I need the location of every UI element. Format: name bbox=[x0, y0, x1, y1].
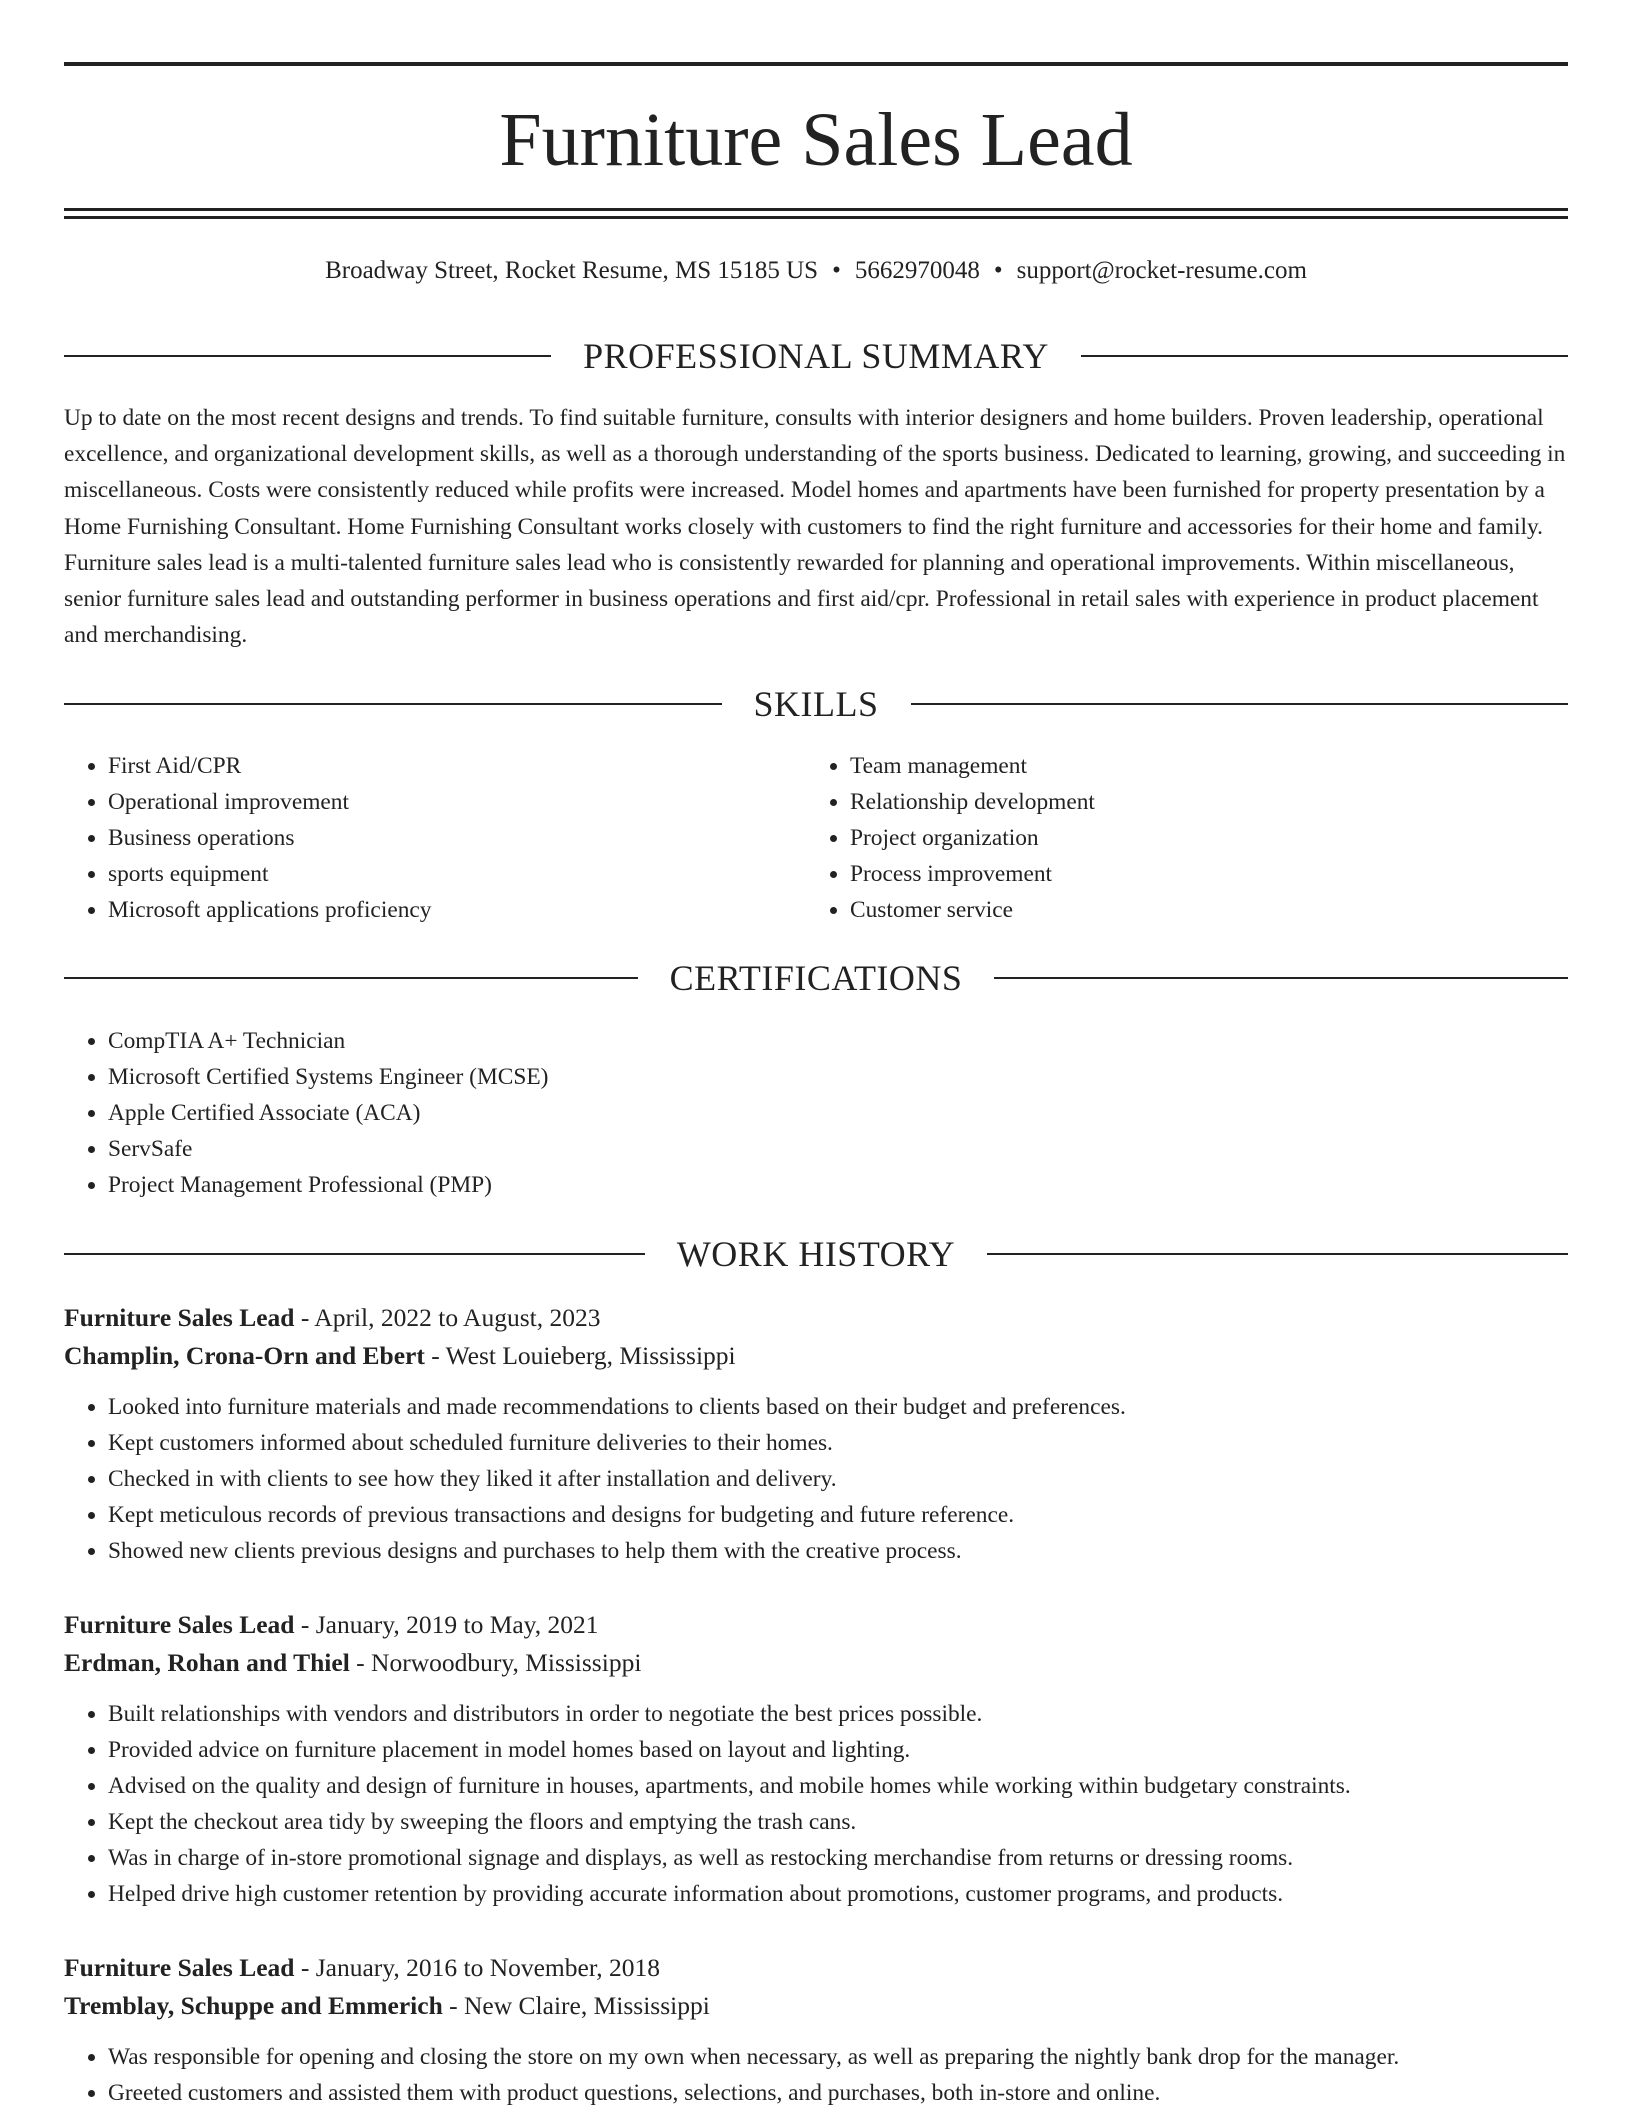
section-title-skills: SKILLS bbox=[753, 684, 879, 724]
section-title-certifications: CERTIFICATIONS bbox=[669, 958, 963, 998]
job-company: Tremblay, Schuppe and Emmerich bbox=[64, 1991, 443, 2020]
resume-title: Furniture Sales Lead bbox=[499, 98, 1133, 182]
top-rule bbox=[64, 62, 1568, 66]
contact-address: Broadway Street, Rocket Resume, MS 15185 US bbox=[325, 257, 819, 284]
job-bullet: • Helped drive high customer retention by providing accurate information about promotions, customer programs, and products. bbox=[108, 1876, 1568, 1912]
section-title-work-history: WORK HISTORY bbox=[676, 1234, 956, 1274]
contact-email[interactable]: support@rocket-resume.com bbox=[1016, 257, 1307, 284]
certification-item: • Apple Certified Associate (ACA) bbox=[108, 1095, 1568, 1131]
job-company-line bbox=[64, 1987, 1568, 2025]
section-rule bbox=[994, 977, 1568, 979]
job-dates: - January, 2019 to May, 2021 bbox=[294, 1610, 599, 1639]
job-bullet: • Advised on the quality and design of furniture in houses, apartments, and mobile homes while working within budgetary constraints. bbox=[108, 1768, 1568, 1804]
job-dates: - January, 2016 to November, 2018 bbox=[294, 1953, 661, 1982]
skills-list-left bbox=[64, 748, 764, 928]
skill-item: • Relationship development bbox=[850, 784, 1506, 820]
job-location: - New Claire, Mississippi bbox=[442, 1991, 710, 2020]
job-title: Furniture Sales Lead bbox=[64, 1303, 295, 1332]
job-bullet: • Was in charge of in-store promotional signage and displays, as well as restocking merchandise from returns or dressing rooms. bbox=[108, 1840, 1568, 1876]
skill-item: • Operational improvement bbox=[108, 784, 764, 820]
job-company: Champlin, Crona-Orn and Ebert bbox=[64, 1341, 425, 1370]
job-title-line bbox=[64, 1949, 1568, 1987]
section-header-summary bbox=[64, 334, 1568, 378]
certification-item: • Microsoft Certified Systems Engineer (MCSE) bbox=[108, 1059, 1568, 1095]
skill-item: • Team management bbox=[850, 748, 1506, 784]
section-rule bbox=[64, 355, 551, 357]
job-bullet: • Looked into furniture materials and made recommendations to clients based on their budget and preferences. bbox=[108, 1389, 1568, 1425]
job-title: Furniture Sales Lead bbox=[64, 1610, 295, 1639]
contact-separator: • bbox=[832, 257, 841, 284]
job-entry bbox=[64, 1299, 1568, 1569]
summary-text: Up to date on the most recent designs and trends. To find suitable furniture, consults with interior designers and home builders. Proven leadership, operational excellence, and organizational development skills, as well as a thorough understanding of the sports business. Dedicated to learning, growing, and succeeding in miscellaneous. Costs were consistently reduced while profits were increased. Model homes and apartments have been furnished for property presentation by a Home Furnishing Consultant. Home Furnishing Consultant works closely with customers to find the right furniture and accessories for their home and family. Furniture sales lead is a multi-talented furniture sales lead who is consistently rewarded for planning and operational improvements. Within miscellaneous, senior furniture sales lead and outstanding performer in business operations and first aid/cpr. Professional in retail sales with experience in product placement and merchandising. bbox=[64, 405, 1566, 649]
job-company-line bbox=[64, 1337, 1568, 1375]
section-rule bbox=[64, 1253, 645, 1255]
section-header-work-history bbox=[64, 1232, 1568, 1276]
section-header-skills bbox=[64, 682, 1568, 726]
job-title: Furniture Sales Lead bbox=[64, 1953, 295, 1982]
job-bullet: • Greeted customers and assisted them with product questions, selections, and purchases, both in-store and online. bbox=[108, 2075, 1568, 2111]
skills-column-right bbox=[806, 748, 1506, 928]
skills-column-left bbox=[64, 748, 764, 928]
certification-item: • ServSafe bbox=[108, 1131, 1568, 1167]
skill-item: • Project organization bbox=[850, 820, 1506, 856]
job-bullet: • Kept customers informed about scheduled furniture deliveries to their homes. bbox=[108, 1425, 1568, 1461]
title-rule-lower bbox=[64, 216, 1568, 219]
contact-separator: • bbox=[993, 257, 1003, 284]
job-bullets bbox=[64, 1389, 1568, 1569]
job-location: - Norwoodbury, Mississippi bbox=[349, 1648, 642, 1677]
job-bullet: • Kept the checkout area tidy by sweeping the floors and emptying the trash cans. bbox=[108, 1804, 1568, 1840]
skill-item: • sports equipment bbox=[108, 856, 764, 892]
job-location: - West Louieberg, Mississippi bbox=[424, 1341, 736, 1370]
skill-item: • Microsoft applications proficiency bbox=[108, 892, 764, 928]
job-bullet: • Was responsible for opening and closing the store on my own when necessary, as well as preparing the nightly bank drop for the manager. bbox=[108, 2039, 1568, 2075]
job-company-line bbox=[64, 1644, 1568, 1682]
job-entry bbox=[64, 1606, 1568, 1912]
section-rule bbox=[64, 703, 722, 705]
contact-line bbox=[64, 254, 1568, 288]
job-entry bbox=[64, 1949, 1568, 2111]
job-bullet: • Kept meticulous records of previous transactions and designs for budgeting and future reference. bbox=[108, 1497, 1568, 1533]
section-title-summary: PROFESSIONAL SUMMARY bbox=[583, 336, 1049, 376]
section-header-certifications bbox=[64, 956, 1568, 1000]
section-rule bbox=[1081, 355, 1568, 357]
skill-item: • Process improvement bbox=[850, 856, 1506, 892]
section-rule bbox=[911, 703, 1569, 705]
job-bullets bbox=[64, 2039, 1568, 2111]
certifications-list bbox=[64, 1023, 1568, 1203]
contact-phone: 5662970048 bbox=[854, 257, 980, 284]
job-company: Erdman, Rohan and Thiel bbox=[64, 1648, 350, 1677]
job-bullet: • Built relationships with vendors and distributors in order to negotiate the best prices possible. bbox=[108, 1696, 1568, 1732]
job-bullet: • Provided advice on furniture placement in model homes based on layout and lighting. bbox=[108, 1732, 1568, 1768]
job-bullets bbox=[64, 1696, 1568, 1912]
title-rule-upper bbox=[64, 208, 1568, 211]
job-bullet: • Checked in with clients to see how they liked it after installation and delivery. bbox=[108, 1461, 1568, 1497]
certifications-block bbox=[64, 1023, 1568, 1203]
job-bullet: • Showed new clients previous designs and purchases to help them with the creative process. bbox=[108, 1533, 1568, 1569]
job-title-line bbox=[64, 1299, 1568, 1337]
certification-item: • Project Management Professional (PMP) bbox=[108, 1167, 1568, 1203]
skill-item: • First Aid/CPR bbox=[108, 748, 764, 784]
certification-item: • CompTIA A+ Technician bbox=[108, 1023, 1568, 1059]
job-dates: - April, 2022 to August, 2023 bbox=[294, 1303, 601, 1332]
section-rule bbox=[64, 977, 638, 979]
job-title-line bbox=[64, 1606, 1568, 1644]
skills-list-right bbox=[806, 748, 1506, 928]
section-rule bbox=[987, 1253, 1568, 1255]
skill-item: • Business operations bbox=[108, 820, 764, 856]
skill-item: • Customer service bbox=[850, 892, 1506, 928]
